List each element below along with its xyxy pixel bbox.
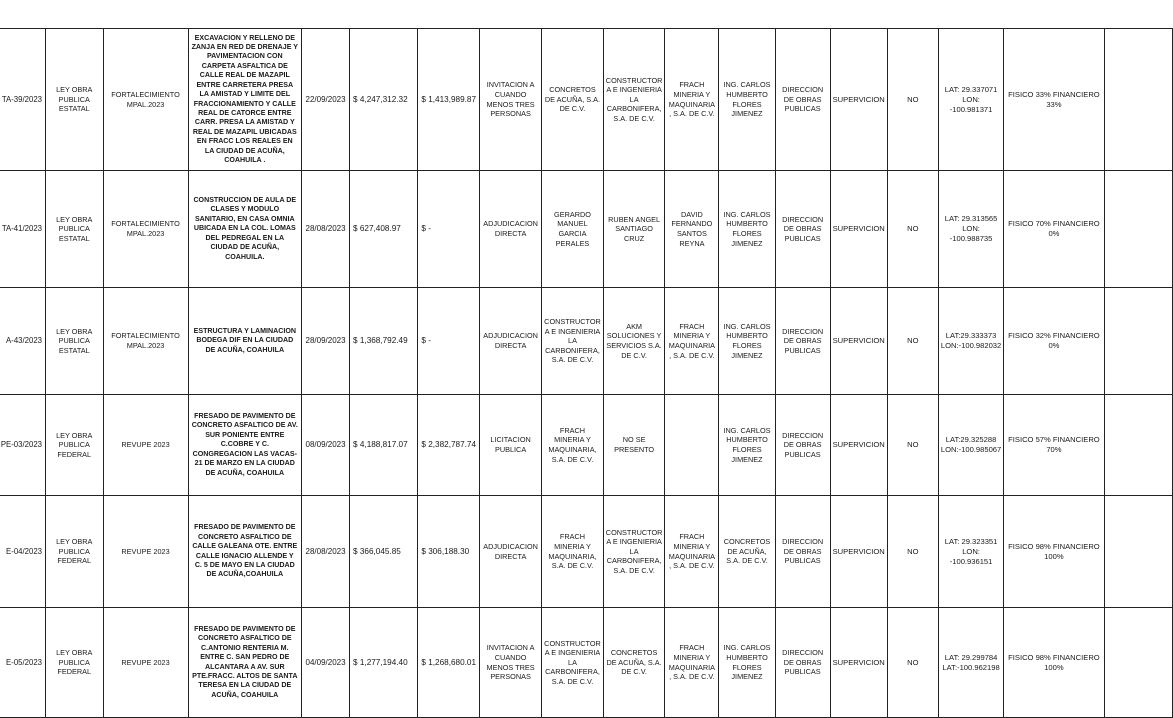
bidder-1-cell: FRACH MINERIA Y MAQUINARIA, S.A. DE C.V.	[542, 395, 604, 496]
contract-amount-cell: $ 4,188,817.07	[350, 395, 418, 496]
table-row	[0, 29, 1173, 171]
contract-amount-cell: $ 627,408.97	[350, 171, 418, 288]
table-row	[0, 496, 1173, 608]
blank-cell	[1104, 496, 1172, 608]
contract-date-cell: 22/09/2023	[302, 29, 350, 171]
contract-date-cell: 28/08/2023	[302, 171, 350, 288]
coordinates-cell: LAT: 29.299784 LAT:-100.962198	[938, 608, 1003, 718]
department-cell: DIRECCION DE OBRAS PUBLICAS	[775, 608, 830, 718]
progress-cell: FISICO 98% FINANCIERO 100%	[1004, 496, 1104, 608]
contract-date-cell: 28/08/2023	[302, 496, 350, 608]
bidder-3-cell: DAVID FERNANDO SANTOS REYNA	[665, 171, 719, 288]
coordinates-cell: LAT:29.333373 LON:-100.982032	[938, 288, 1003, 395]
department-cell: DIRECCION DE OBRAS PUBLICAS	[775, 395, 830, 496]
work-description-cell: FRESADO DE PAVIMENTO DE CONCRETO ASFALTICO DE AV. SUR PONIENTE ENTRE C.COBRE Y C. CONGREGACION LAS VACAS-21 DE MARZO EN LA CIUDAD DE ACUÑA, COAHUILA	[188, 395, 301, 496]
function-cell: SUPERVICION	[830, 171, 887, 288]
award-method-cell: ADJUDICACION DIRECTA	[480, 171, 542, 288]
top-margin	[0, 0, 1173, 28]
coordinates-cell: LAT:29.325288 LON:-100.985067	[938, 395, 1003, 496]
bidder-1-cell: CONSTRUCTOR A E INGENIERIA LA CARBONIFERA, S.A. DE C.V.	[542, 288, 604, 395]
department-cell: DIRECCION DE OBRAS PUBLICAS	[775, 288, 830, 395]
coordinates-cell: LAT: 29.337071 LON: -100.981371	[938, 29, 1003, 171]
contract-amount-cell: $ 4,247,312.32	[350, 29, 418, 171]
contracts-table	[0, 28, 1173, 718]
blank-cell	[1104, 288, 1172, 395]
contract-number-cell: E-05/2023	[0, 608, 46, 718]
contract-amount-cell: $ 1,368,792.49	[350, 288, 418, 395]
award-method-cell: INVITACION A CUANDO MENOS TRES PERSONAS	[480, 29, 542, 171]
response-cell: NO	[887, 29, 938, 171]
progress-cell: FISICO 70% FINANCIERO 0%	[1004, 171, 1104, 288]
advance-amount-cell: $ -	[418, 171, 480, 288]
table-row	[0, 288, 1173, 395]
progress-cell: FISICO 98% FINANCIERO 100%	[1004, 608, 1104, 718]
function-cell: SUPERVICION	[830, 608, 887, 718]
function-cell: SUPERVICION	[830, 288, 887, 395]
advance-amount-cell: $ 1,268,680.01	[418, 608, 480, 718]
law-cell: LEY OBRA PUBLICA FEDERAL	[46, 608, 104, 718]
work-description-cell: FRESADO DE PAVIMENTO DE CONCRETO ASFALTICO DE CALLE GALEANA OTE. ENTRE CALLE IGNACIO ALLENDE Y C. 5 DE MAYO EN LA CIUDAD DE ACUÑA,COAHUILA	[188, 496, 301, 608]
law-cell: LEY OBRA PUBLICA ESTATAL	[46, 288, 104, 395]
program-cell: REVUPE 2023	[103, 496, 188, 608]
supervisor-cell: ING. CARLOS HUMBERTO FLORES JIMENEZ	[719, 29, 775, 171]
progress-cell: FISICO 32% FINANCIERO 0%	[1004, 288, 1104, 395]
bidder-2-cell: CONSTRUCTOR A E INGENIERIA LA CARBONIFERA, S.A. DE C.V.	[603, 496, 665, 608]
supervisor-cell: ING. CARLOS HUMBERTO FLORES JIMENEZ	[719, 171, 775, 288]
law-cell: LEY OBRA PUBLICA ESTATAL	[46, 171, 104, 288]
bidder-3-cell: FRACH MINERIA Y MAQUINARIA , S.A. DE C.V.	[665, 288, 719, 395]
coordinates-cell: LAT: 29.313565 LON: -100.988735	[938, 171, 1003, 288]
bidder-2-cell: NO SE PRESENTO	[603, 395, 665, 496]
work-description-cell: FRESADO DE PAVIMENTO DE CONCRETO ASFALTICO DE C.ANTONIO RENTERIA M. ENTRE C. SAN PEDRO DE ALCANTARA A AV. SUR PTE.FRACC. ALTOS DE SANTA TERESA EN LA CIUDAD DE ACUÑA, COAHUILA	[188, 608, 301, 718]
bidder-1-cell: CONSTRUCTOR A E INGENIERIA LA CARBONIFERA, S.A. DE C.V.	[542, 608, 604, 718]
function-cell: SUPERVICION	[830, 29, 887, 171]
advance-amount-cell: $ 306,188.30	[418, 496, 480, 608]
bidder-3-cell	[665, 395, 719, 496]
contract-number-cell: A-43/2023	[0, 288, 46, 395]
advance-amount-cell: $ -	[418, 288, 480, 395]
advance-amount-cell: $ 1,413,989.87	[418, 29, 480, 171]
bidder-2-cell: AKM SOLUCIONES Y SERVICIOS S.A. DE C.V.	[603, 288, 665, 395]
program-cell: REVUPE 2023	[103, 608, 188, 718]
work-description-cell: ESTRUCTURA Y LAMINACION BODEGA DIF EN LA CIUDAD DE ACUÑA, COAHUILA	[188, 288, 301, 395]
function-cell: SUPERVICION	[830, 395, 887, 496]
contract-number-cell: TA-41/2023	[0, 171, 46, 288]
bidder-1-cell: CONCRETOS DE ACUÑA, S.A. DE C.V.	[542, 29, 604, 171]
contract-date-cell: 28/09/2023	[302, 288, 350, 395]
response-cell: NO	[887, 288, 938, 395]
contract-date-cell: 04/09/2023	[302, 608, 350, 718]
program-cell: REVUPE 2023	[103, 395, 188, 496]
award-method-cell: ADJUDICACION DIRECTA	[480, 288, 542, 395]
supervisor-cell: ING. CARLOS HUMBERTO FLORES JIMENEZ	[719, 395, 775, 496]
bidder-3-cell: FRACH MINERIA Y MAQUINARIA , S.A. DE C.V.	[665, 29, 719, 171]
blank-cell	[1104, 395, 1172, 496]
supervisor-cell: CONCRETOS DE ACUÑA, S.A. DE C.V.	[719, 496, 775, 608]
department-cell: DIRECCION DE OBRAS PUBLICAS	[775, 496, 830, 608]
table-row	[0, 171, 1173, 288]
award-method-cell: ADJUDICACION DIRECTA	[480, 496, 542, 608]
table-row	[0, 395, 1173, 496]
supervisor-cell: ING. CARLOS HUMBERTO FLORES JIMENEZ	[719, 288, 775, 395]
contract-number-cell: E-04/2023	[0, 496, 46, 608]
bidder-2-cell: RUBEN ANGEL SANTIAGO CRUZ	[603, 171, 665, 288]
law-cell: LEY OBRA PUBLICA FEDERAL	[46, 496, 104, 608]
blank-cell	[1104, 608, 1172, 718]
contract-date-cell: 08/09/2023	[302, 395, 350, 496]
blank-cell	[1104, 29, 1172, 171]
bidder-3-cell: FRACH MINERIA Y MAQUINARIA , S.A. DE C.V.	[665, 608, 719, 718]
response-cell: NO	[887, 171, 938, 288]
bidder-1-cell: GERARDO MANUEL GARCIA PERALES	[542, 171, 604, 288]
bidder-2-cell: CONSTRUCTOR A E INGENIERIA LA CARBONIFERA, S.A. DE C.V.	[603, 29, 665, 171]
program-cell: FORTALECIMIENTO MPAL.2023	[103, 288, 188, 395]
contract-number-cell: TA-39/2023	[0, 29, 46, 171]
program-cell: FORTALECIMIENTO MPAL.2023	[103, 29, 188, 171]
response-cell: NO	[887, 496, 938, 608]
response-cell: NO	[887, 608, 938, 718]
department-cell: DIRECCION DE OBRAS PUBLICAS	[775, 29, 830, 171]
supervisor-cell: ING. CARLOS HUMBERTO FLORES JIMENEZ	[719, 608, 775, 718]
award-method-cell: INVITACION A CUANDO MENOS TRES PERSONAS	[480, 608, 542, 718]
bidder-1-cell: FRACH MINERIA Y MAQUINARIA, S.A. DE C.V.	[542, 496, 604, 608]
table-row	[0, 608, 1173, 718]
progress-cell: FISICO 33% FINANCIERO 33%	[1004, 29, 1104, 171]
contract-amount-cell: $ 1,277,194.40	[350, 608, 418, 718]
response-cell: NO	[887, 395, 938, 496]
program-cell: FORTALECIMIENTO MPAL.2023	[103, 171, 188, 288]
department-cell: DIRECCION DE OBRAS PUBLICAS	[775, 171, 830, 288]
award-method-cell: LICITACION PUBLICA	[480, 395, 542, 496]
contract-number-cell: PE-03/2023	[0, 395, 46, 496]
coordinates-cell: LAT: 29.323351 LON: -100.936151	[938, 496, 1003, 608]
contract-amount-cell: $ 366,045.85	[350, 496, 418, 608]
function-cell: SUPERVICION	[830, 496, 887, 608]
progress-cell: FISICO 57% FINANCIERO 70%	[1004, 395, 1104, 496]
advance-amount-cell: $ 2,382,787.74	[418, 395, 480, 496]
bidder-3-cell: FRACH MINERIA Y MAQUINARIA , S.A. DE C.V.	[665, 496, 719, 608]
work-description-cell: EXCAVACION Y RELLENO DE ZANJA EN RED DE DRENAJE Y PAVIMENTACION CON CARPETA ASFALTICA DE CALLE REAL DE MAZAPIL ENTRE CARRETERA PRESA LA AMISTAD Y LIMITE DEL FRACCIONAMIENTO Y CALLE REAL DE CATORCE ENTRE CARR. PRESA LA AMISTAD Y REAL DE MAZAPIL UBICADAS EN FRACC LOS REALES EN LA CIUDAD DE ACUÑA, COAHUILA .	[188, 29, 301, 171]
bidder-2-cell: CONCRETOS DE ACUÑA, S.A. DE C.V.	[603, 608, 665, 718]
blank-cell	[1104, 171, 1172, 288]
law-cell: LEY OBRA PUBLICA FEDERAL	[46, 395, 104, 496]
law-cell: LEY OBRA PUBLICA ESTATAL	[46, 29, 104, 171]
work-description-cell: CONSTRUCCION DE AULA DE CLASES Y MODULO SANITARIO, EN CASA OMNIA UBICADA EN LA COL. LOMAS DEL PEDREGAL EN LA CIUDAD DE ACUÑA, COAHUILA.	[188, 171, 301, 288]
